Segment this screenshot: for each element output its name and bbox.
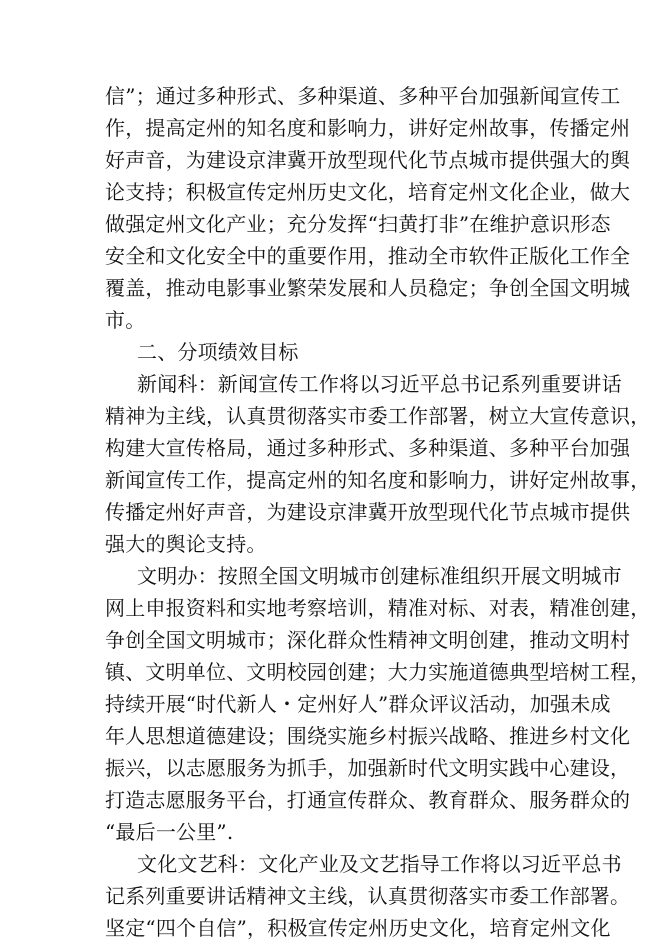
text-line: 年人思想道德建设；围绕实施乡村振兴战略、推进乡村文化 xyxy=(105,724,631,748)
text-line: 做强定州文化产业；充分发挥“扫黄打非”在维护意识形态 xyxy=(105,212,611,236)
text-line: 网上申报资料和实地考察培训，精准对标、对表，精准创建， xyxy=(105,596,651,620)
text-line: 精神为主线，认真贯彻落实市委工作部署，树立大宣传意识， xyxy=(105,404,651,428)
text-line: “最后一公里”. xyxy=(105,820,234,844)
text-line: 市。 xyxy=(105,308,146,332)
text-line: 强大的舆论支持。 xyxy=(105,532,267,556)
text-line: 传播定州好声音，为建设京津冀开放型现代化节点城市提供 xyxy=(105,500,631,524)
text-line: 作，提高定州的知名度和影响力，讲好定州故事，传播定州 xyxy=(105,116,631,140)
text-line: 覆盖，推动电影事业繁荣发展和人员稳定；争创全国文明城 xyxy=(105,276,631,300)
text-line: 振兴，以志愿服务为抓手，加强新时代文明实践中心建设， xyxy=(105,756,631,780)
text-line: 论支持；积极宣传定州历史文化，培育定州文化企业，做大 xyxy=(105,180,631,204)
paragraph-first-line: 文明办：按照全国文明城市创建标准组织开展文明城市 xyxy=(137,564,622,588)
body-text xyxy=(105,80,651,944)
paragraph-first-line: 新闻科：新闻宣传工作将以习近平总书记系列重要讲话 xyxy=(137,372,622,396)
text-line: 打造志愿服务平台，打通宣传群众、教育群众、服务群众的 xyxy=(105,788,631,812)
text-line: 记系列重要讲话精神文主线，认真贯彻落实市委工作部署。 xyxy=(105,884,631,908)
text-line: 镇、文明单位、文明校园创建；大力实施道德典型培树工程， xyxy=(105,660,651,684)
section-heading: 二、分项绩效目标 xyxy=(137,340,299,364)
paragraph-first-line: 文化文艺科：文化产业及文艺指导工作将以习近平总书 xyxy=(137,852,622,876)
text-line: 构建大宣传格局，通过多种形式、多种渠道、多种平台加强 xyxy=(105,436,631,460)
text-line: 好声音，为建设京津冀开放型现代化节点城市提供强大的舆 xyxy=(105,148,631,172)
text-line: 争创全国文明城市；深化群众性精神文明创建，推动文明村 xyxy=(105,628,631,652)
text-line: 坚定“四个自信”，积极宣传定州历史文化，培育定州文化 xyxy=(105,916,611,940)
text-line: 信”；通过多种形式、多种渠道、多种平台加强新闻宣传工 xyxy=(105,84,621,108)
text-line: 持续开展“时代新人・定州好人”群众评议活动，加强未成 xyxy=(105,692,611,716)
text-line: 安全和文化安全中的重要作用，推动全市软件正版化工作全 xyxy=(105,244,631,268)
text-line: 新闻宣传工作，提高定州的知名度和影响力，讲好定州故事， xyxy=(105,468,651,492)
